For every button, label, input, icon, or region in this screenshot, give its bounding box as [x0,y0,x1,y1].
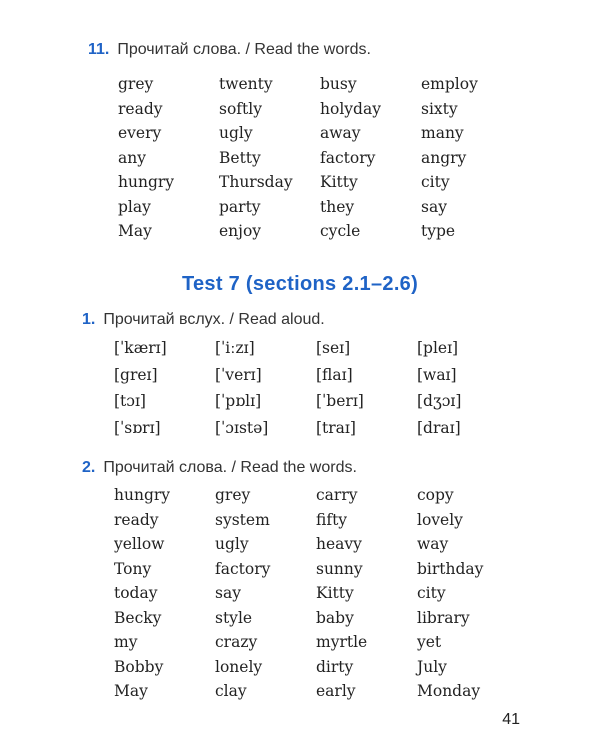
grid-row [114,584,518,609]
grid-cell: crazy [215,633,258,651]
grid-row [114,339,518,366]
grid-cell: [draɪ] [417,418,461,437]
grid-row [114,560,518,585]
page-number: 41 [502,711,520,728]
grid-cell: grey [118,75,154,93]
grid-cell: May [118,222,152,240]
exercise-number: 2. [82,459,96,476]
grid-cell: every [118,124,162,142]
grid-cell: [ˈpɒlɪ] [215,392,262,410]
grid-row [118,198,522,223]
grid-cell: holyday [320,99,381,118]
grid-cell: yet [417,633,442,651]
exercise-1-transcription-grid [114,339,518,445]
grid-cell: city [417,584,446,602]
grid-cell: [ˈsɒrɪ] [114,418,161,437]
grid-cell: many [421,124,464,142]
grid-cell: ready [118,99,163,118]
grid-cell: sixty [421,99,458,118]
grid-cell: Becky [114,608,162,627]
grid-cell: way [417,535,449,553]
grid-cell: twenty [219,75,273,93]
exercise-2-word-grid [114,486,518,707]
grid-cell: ready [114,510,159,529]
grid-cell: copy [417,486,454,504]
grid-cell: sunny [316,559,363,578]
grid-cell: heavy [316,535,362,553]
grid-cell: Tony [114,559,152,578]
grid-cell: baby [316,608,354,627]
grid-cell: Thursday [219,173,293,191]
grid-cell: carry [316,486,358,504]
grid-cell: hungry [118,173,175,191]
grid-cell: away [320,124,361,142]
grid-cell: style [215,608,253,627]
grid-row [114,366,518,393]
grid-cell: say [421,197,447,216]
grid-cell: enjoy [219,222,262,240]
exercise-number: 1. [82,311,96,328]
grid-cell: Kitty [316,584,354,602]
grid-row [114,682,518,707]
grid-cell: play [118,197,151,216]
grid-cell: May [114,682,148,700]
grid-cell: July [417,657,447,676]
grid-cell: [flaɪ] [316,365,353,384]
grid-row [118,124,522,149]
grid-cell: [dʒɔɪ] [417,392,462,410]
grid-cell: [ˈɔɪstə] [215,418,269,437]
grid-cell: Betty [219,148,261,167]
exercise-11-word-grid [118,75,522,247]
grid-row [114,658,518,683]
grid-cell: any [118,148,146,167]
grid-row [118,100,522,125]
grid-cell: system [215,510,270,529]
grid-cell: Kitty [320,173,358,191]
exercise-11-heading [88,41,371,59]
grid-cell: ugly [219,124,253,142]
grid-row [118,149,522,174]
grid-cell: clay [215,682,247,700]
grid-row [118,173,522,198]
grid-cell: early [316,682,356,700]
grid-cell: [ˈkærɪ] [114,339,167,357]
exercise-1-heading [82,311,325,329]
grid-row [114,511,518,536]
grid-cell: [traɪ] [316,418,356,437]
grid-cell: party [219,197,261,216]
grid-cell: say [215,584,241,602]
grid-cell: Monday [417,682,481,700]
exercise-instruction: Прочитай вслух. / Read aloud. [103,311,325,328]
grid-cell: [waɪ] [417,365,457,384]
grid-cell: my [114,633,138,651]
grid-cell: lonely [215,657,263,676]
grid-row [114,535,518,560]
grid-cell: [tɔɪ] [114,392,146,410]
grid-cell: they [320,197,355,216]
grid-cell: lovely [417,510,463,529]
grid-cell: [ˈberɪ] [316,392,364,410]
grid-cell: employ [421,75,478,93]
grid-cell: [ˈiːzɪ] [215,339,255,357]
exercise-2-heading [82,459,357,477]
grid-row [114,609,518,634]
grid-cell: fifty [316,510,348,529]
grid-cell: hungry [114,486,171,504]
exercise-number: 11. [88,41,110,58]
grid-cell: [seɪ] [316,339,351,357]
grid-cell: [pleɪ] [417,339,459,357]
exercise-instruction: Прочитай слова. / Read the words. [117,41,371,58]
grid-row [114,633,518,658]
grid-cell: softly [219,99,262,118]
grid-row [118,75,522,100]
grid-row [114,419,518,446]
grid-row [114,486,518,511]
grid-cell: today [114,584,158,602]
grid-cell: ugly [215,535,249,553]
grid-row [118,222,522,247]
grid-cell: angry [421,148,467,167]
grid-cell: city [421,173,450,191]
grid-cell: library [417,608,470,627]
grid-cell: birthday [417,559,484,578]
grid-cell: [ˈverɪ] [215,365,262,384]
grid-cell: busy [320,75,357,93]
grid-cell: myrtle [316,633,368,651]
grid-cell: yellow [114,535,165,553]
grid-cell: type [421,222,456,240]
grid-cell: factory [215,559,271,578]
grid-cell: Bobby [114,657,164,676]
exercise-instruction: Прочитай слова. / Read the words. [103,459,357,476]
grid-cell: cycle [320,222,361,240]
grid-cell: dirty [316,657,354,676]
grid-row [114,392,518,419]
test-title: Test 7 (sections 2.1–2.6) [181,273,419,295]
grid-cell: factory [320,148,376,167]
grid-cell: grey [215,486,251,504]
grid-cell: [greɪ] [114,365,158,384]
